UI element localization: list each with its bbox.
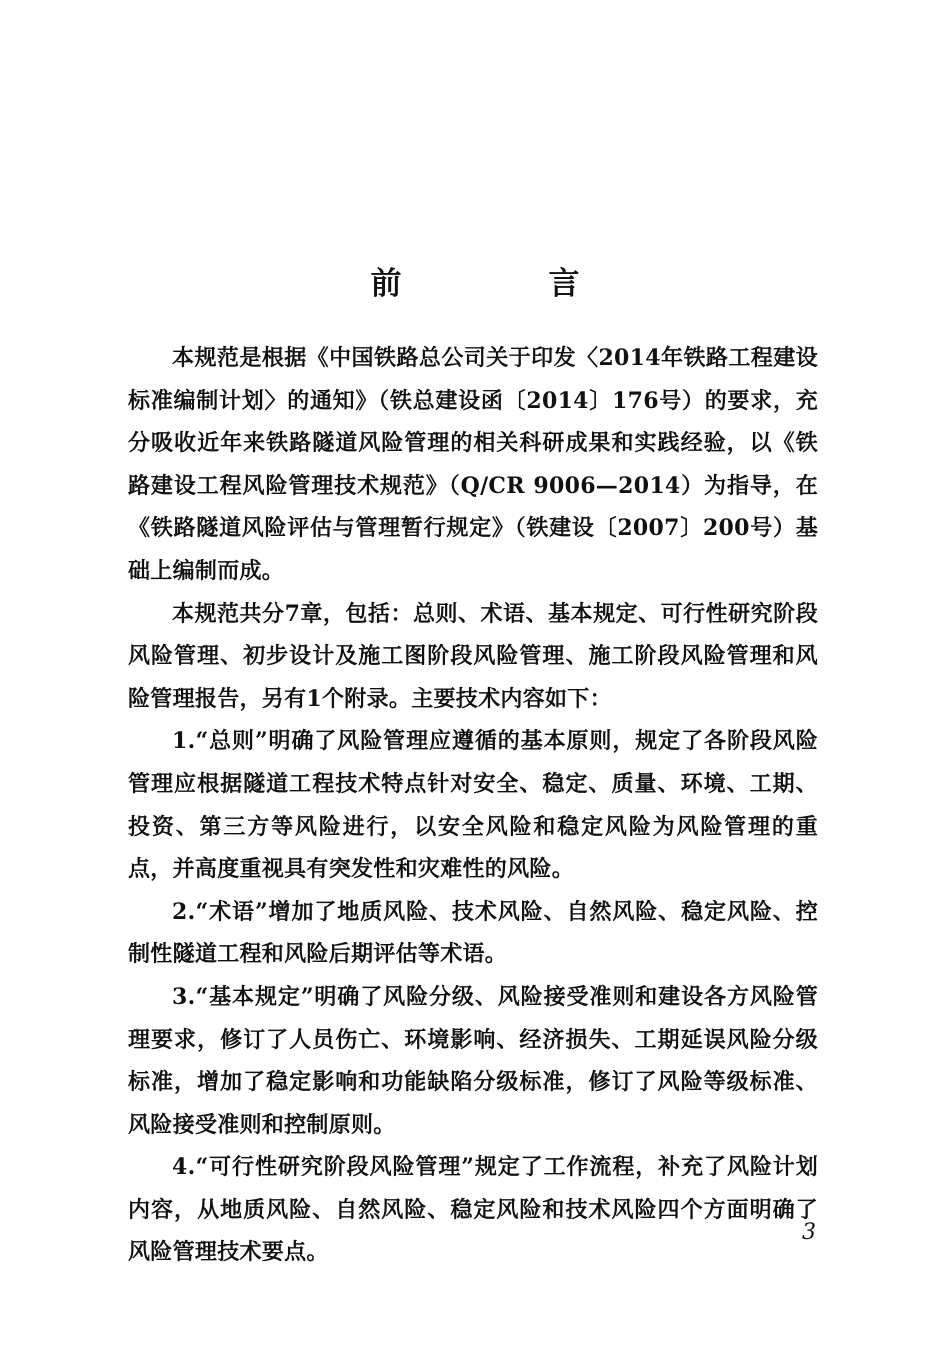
paragraph-chapters: 本规范共分7章，包括：总则、术语、基本规定、可行性研究阶段风险管理、初步设计及施工图阶段风险管理、施工阶段风险管理和风险管理报告，另有1个附录。主要技术内容如下： (128, 600, 818, 712)
page-title: 前 言 (370, 266, 638, 302)
paragraph-item-4: 4.“可行性研究阶段风险管理”规定了工作流程，补充了风险计划内容，从地质风险、自然风险、稳定风险和技术风险四个方面明确了风险管理技术要点。 (128, 1154, 818, 1266)
paragraph-item-1: 1.“总则”明确了风险管理应遵循的基本原则，规定了各阶段风险管理应根据隧道工程技术特点针对安全、稳定、质量、环境、工期、投资、第三方等风险进行，以安全风险和稳定风险为风险管理的重点，并高度重视具有突发性和灾难性的风险。 (128, 728, 818, 883)
paragraph-intro: 本规范是根据《中国铁路总公司关于印发〈2014年铁路工程建设标准编制计划〉的通知》（铁总建设函〔2014〕176号）的要求，充分吸收近年来铁路隧道风险管理的相关科研成果和实践经验，以《铁路建设工程风险管理技术规范》（Q/CR 9006—2014）为指导，在《铁路隧道风险评估与管理暂行规定》（铁建设〔2007〕200号）基础上编制而成。 (128, 345, 818, 584)
page-number: 3 (802, 1220, 816, 1245)
paragraph-item-2: 2.“术语”增加了地质风险、技术风险、自然风险、稳定风险、控制性隧道工程和风险后期评估等术语。 (128, 898, 818, 968)
document-body (128, 337, 818, 1274)
paragraph-item-3: 3.“基本规定”明确了风险分级、风险接受准则和建设各方风险管理要求，修订了人员伤亡、环境影响、经济损失、工期延误风险分级标准，增加了稳定影响和功能缺陷分级标准，修订了风险等级标准、风险接受准则和控制原则。 (128, 983, 818, 1138)
